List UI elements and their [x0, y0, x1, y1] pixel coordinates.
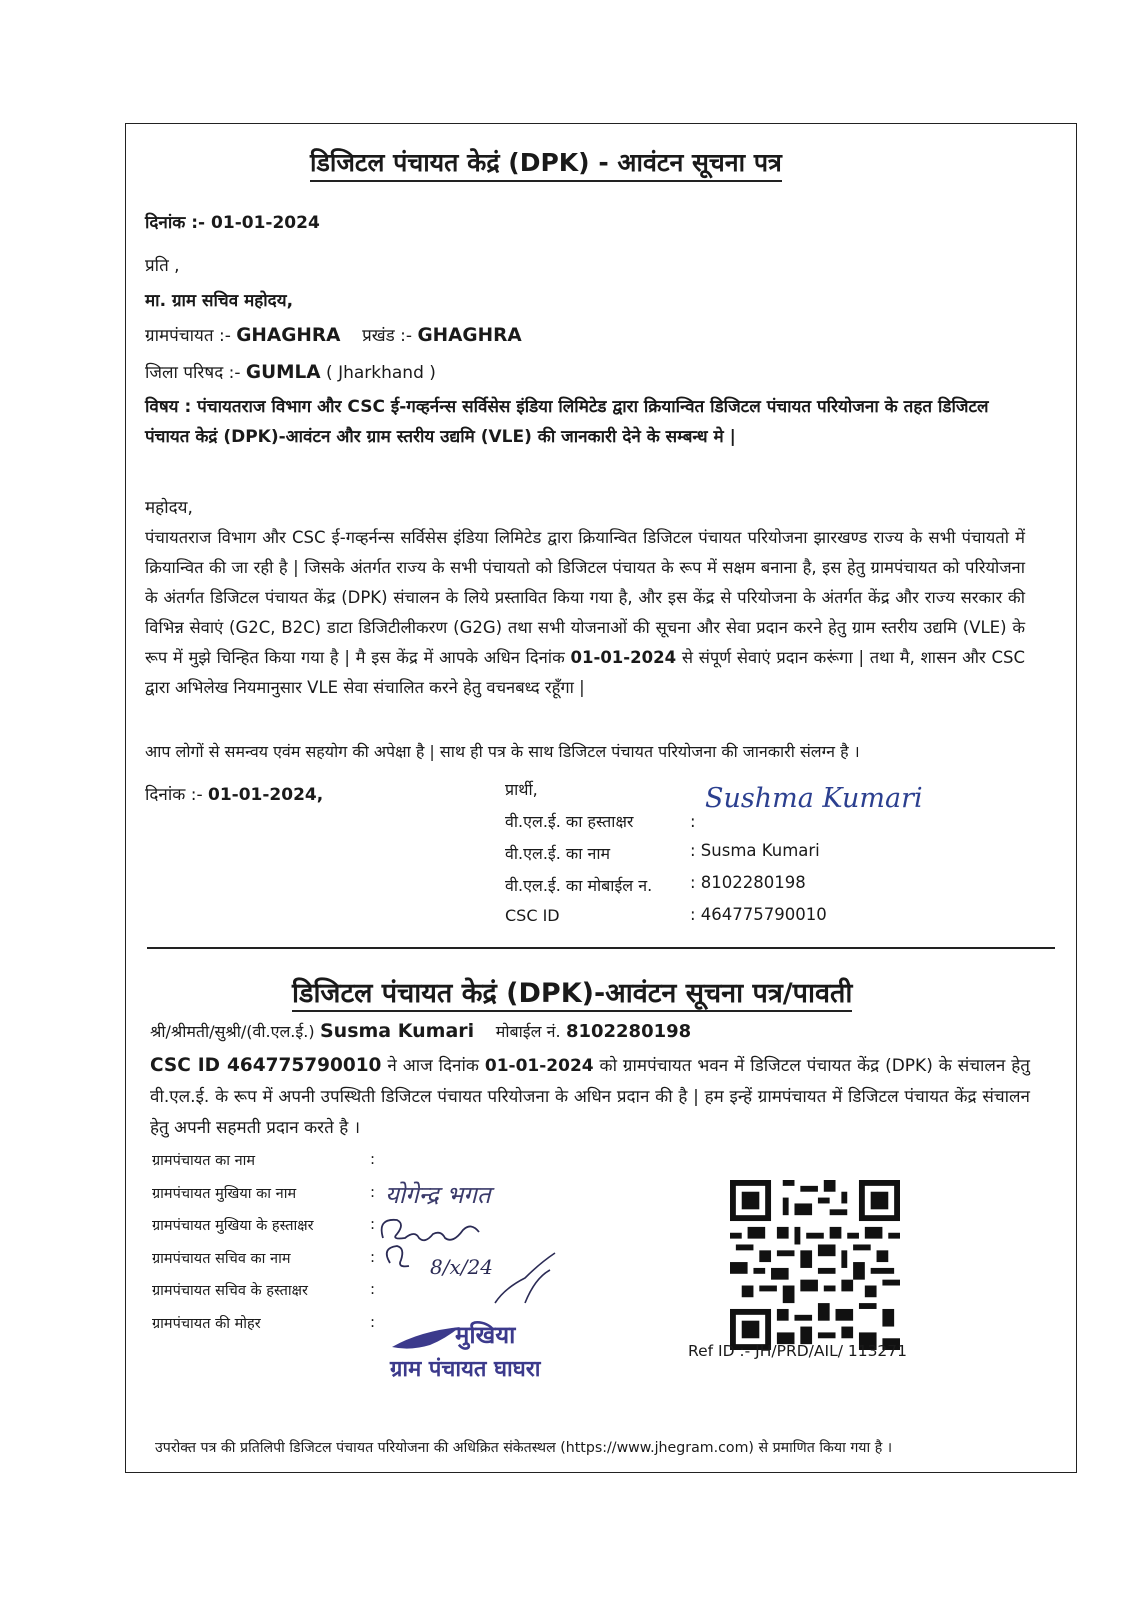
qr-code-icon — [730, 1180, 900, 1350]
letter-title: डिजिटल पंचायत केद्रं (DPK) - आवंटन सूचना पत्र — [310, 145, 782, 182]
footer-note: उपरोक्त पत्र की प्रतिलिपी डिजिटल पंचायत परियोजना की अधिक्रित संकेतस्थल (https://www.jhegram.com) से प्रमाणित किया गया है । — [155, 1440, 893, 1456]
field-gp-name: ग्रामपंचायत का नाम — [152, 1153, 256, 1169]
honorific: श्री/श्रीमती/सुश्री/(वी.एल.ई.) — [150, 1022, 315, 1041]
vle-sign-label: वी.एल.ई. का हस्ताक्षर — [505, 812, 634, 831]
csc-id-value: : 464775790010 — [690, 905, 827, 924]
sign-date-label: दिनांक :- — [145, 785, 203, 805]
body-text-1: पंचायतराज विभाग और CSC ई-गव्हर्नन्स सर्विसेस इंडिया लिमिटेड द्वारा क्रियान्वित डिजिटल पंचायत परियोजना झारखण्ड राज्य के सभी पंचायतो में क्रियान्वित की जा रही है | जिसके अंतर्गत राज्य के सभी पंचायतो को डिजिटल पंचायत के रूप में सक्षम बनाना है, इस हेतु ग्रामपंचायत को परियोजना के अंतर्गत डिजिटल पंचायत केंद्र (DPK) संचालन के लिये प्रस्तावित किया गया है, और इस केंद्र से परियोजना के अंतर्गत केंद्र और राज्य सरकार की विभिन्न सेवाएं (G2C, B2C) डाटा डिजिटीलीकरण (G2G) तथा सभी योजनाओं की सूचना और सेवा प्रदान करने हेतु ग्राम स्तरीय उद्यमि (VLE) के रूप में मुझे चिन्हित किया गया है | मै इस केंद्र में आपके अधिन दिनांक — [145, 528, 1025, 667]
state: ( Jharkhand ) — [326, 363, 436, 383]
field-mukhiya-name: ग्रामपंचायत मुखिया का नाम — [152, 1185, 297, 1202]
vle-mobile-label: वी.एल.ई. का मोबाईल न. — [505, 876, 653, 895]
receipt-csc-id: CSC ID 464775790010 — [150, 1055, 382, 1076]
body-text-2: से संपूर्ण सेवाएं प्रदान करूंगा | तथा मै, शासन और CSC द्वारा अभिलेख नियमानुसार VLE सेवा संचालित करने हेतु वचनबध्द रहूँगा | — [145, 648, 1026, 697]
vle-name-label: वी.एल.ई. का नाम — [505, 844, 611, 863]
receipt-text-1: ने आज दिनांक — [387, 1056, 479, 1076]
date-label: दिनांक :- — [145, 213, 206, 233]
receipt-mobile: 8102280198 — [565, 1021, 692, 1042]
gp-fields — [152, 1150, 352, 1346]
section-divider — [147, 947, 1055, 949]
sign-date-value: 01-01-2024, — [208, 785, 324, 805]
date-value: 01-01-2024 — [211, 213, 320, 233]
gp-block-line — [145, 323, 522, 346]
mobile-label: मोबाईल नं. — [495, 1022, 561, 1041]
mukhiya-name-handwritten: योगेन्द्र भगत — [385, 1181, 491, 1209]
field-secretary-sign: ग्रामपंचायत सचिव के हस्ताक्षर — [152, 1283, 308, 1300]
csc-id-label: CSC ID — [505, 906, 560, 925]
district-line — [145, 360, 436, 383]
receipt-date: 01-01-2024 — [484, 1056, 594, 1076]
receipt-vle-name: Susma Kumari — [319, 1020, 475, 1042]
body-date: 01-01-2024 — [570, 648, 677, 667]
block-value: GHAGHRA — [417, 325, 522, 346]
receipt-title: डिजिटल पंचायत केद्रं (DPK)-आवंटन सूचना पत्र/पावती — [292, 973, 852, 1012]
sign-date — [145, 782, 323, 805]
district-label: जिला परिषद :- — [145, 363, 241, 383]
body-paragraph — [145, 523, 1025, 703]
field-mukhiya-sign: ग्रामपंचायत मुखिया के हस्ताक्षर — [152, 1218, 314, 1235]
letter-date — [145, 210, 320, 233]
salutation: महोदय, — [145, 498, 193, 518]
stamp-line-1: मुखिया — [455, 1320, 516, 1349]
district-value: GUMLA — [245, 362, 321, 383]
colon: : — [370, 1215, 376, 1234]
colon: : — [370, 1150, 376, 1168]
gp-value: GHAGHRA — [236, 325, 341, 346]
receipt-paragraph — [150, 1050, 1030, 1144]
colon: : — [370, 1247, 376, 1266]
ref-id: Ref ID :- JH/PRD/AIL/ 113271 — [688, 1342, 908, 1360]
vle-sign-colon: : — [690, 812, 696, 831]
gp-label: ग्रामपंचायत :- — [145, 326, 231, 346]
colon: : — [370, 1280, 376, 1299]
closing-line: आप लोगों से समन्वय एवंम सहयोग की अपेक्षा है | साथ ही पत्र के साथ डिजिटल पंचायत परियोजना की जानकारी संलग्न है । — [145, 742, 860, 761]
field-secretary-name: ग्रामपंचायत सचिव का नाम — [152, 1250, 291, 1267]
receipt-name-line — [150, 1020, 691, 1042]
colon: : — [370, 1312, 376, 1331]
applicant: प्रार्थी, — [505, 780, 538, 799]
block-label: प्रखंड :- — [362, 326, 413, 346]
vle-name-value: : Susma Kumari — [690, 841, 820, 860]
stamp-line-2: ग्राम पंचायत घाघरा — [390, 1356, 541, 1382]
secretary-date-handwritten: 8/x/24 — [430, 1255, 493, 1279]
vle-mobile-value: : 8102280198 — [690, 873, 806, 892]
receipt-text-2: को ग्रामपंचायत भवन में डिजिटल पंचायत केंद्र (DPK) के संचालन हेतु वी.एल.ई. के रूप में अपनी उपस्थिती डिजिटल पंचायत परियोजना के अधिन प्रदान की है | हम इन्हें ग्रामपंचायत में डिजिटल पंचायत केंद्र संचालन हेतु अपनी सहमती प्रदान करते है । — [150, 1056, 1031, 1138]
prati: प्रति , — [145, 256, 180, 276]
colon: : — [370, 1182, 376, 1201]
subject: विषय : पंचायतराज विभाग और CSC ई-गव्हर्नन्स सर्विसेस इंडिया लिमिटेड द्वारा क्रियान्वित डिजिटल पंचायत परियोजना के तहत डिजिटल पंचायत केद्रं (DPK)-आवंटन और ग्राम स्तरीय उद्यमि (VLE) की जानकारी देने के सम्बन्ध मे | — [145, 397, 989, 447]
field-seal: ग्रामपंचायत की मोहर — [152, 1315, 261, 1332]
addressee: मा. ग्राम सचिव महोदय, — [145, 291, 294, 311]
vle-signature: Sushma Kumari — [705, 783, 923, 814]
